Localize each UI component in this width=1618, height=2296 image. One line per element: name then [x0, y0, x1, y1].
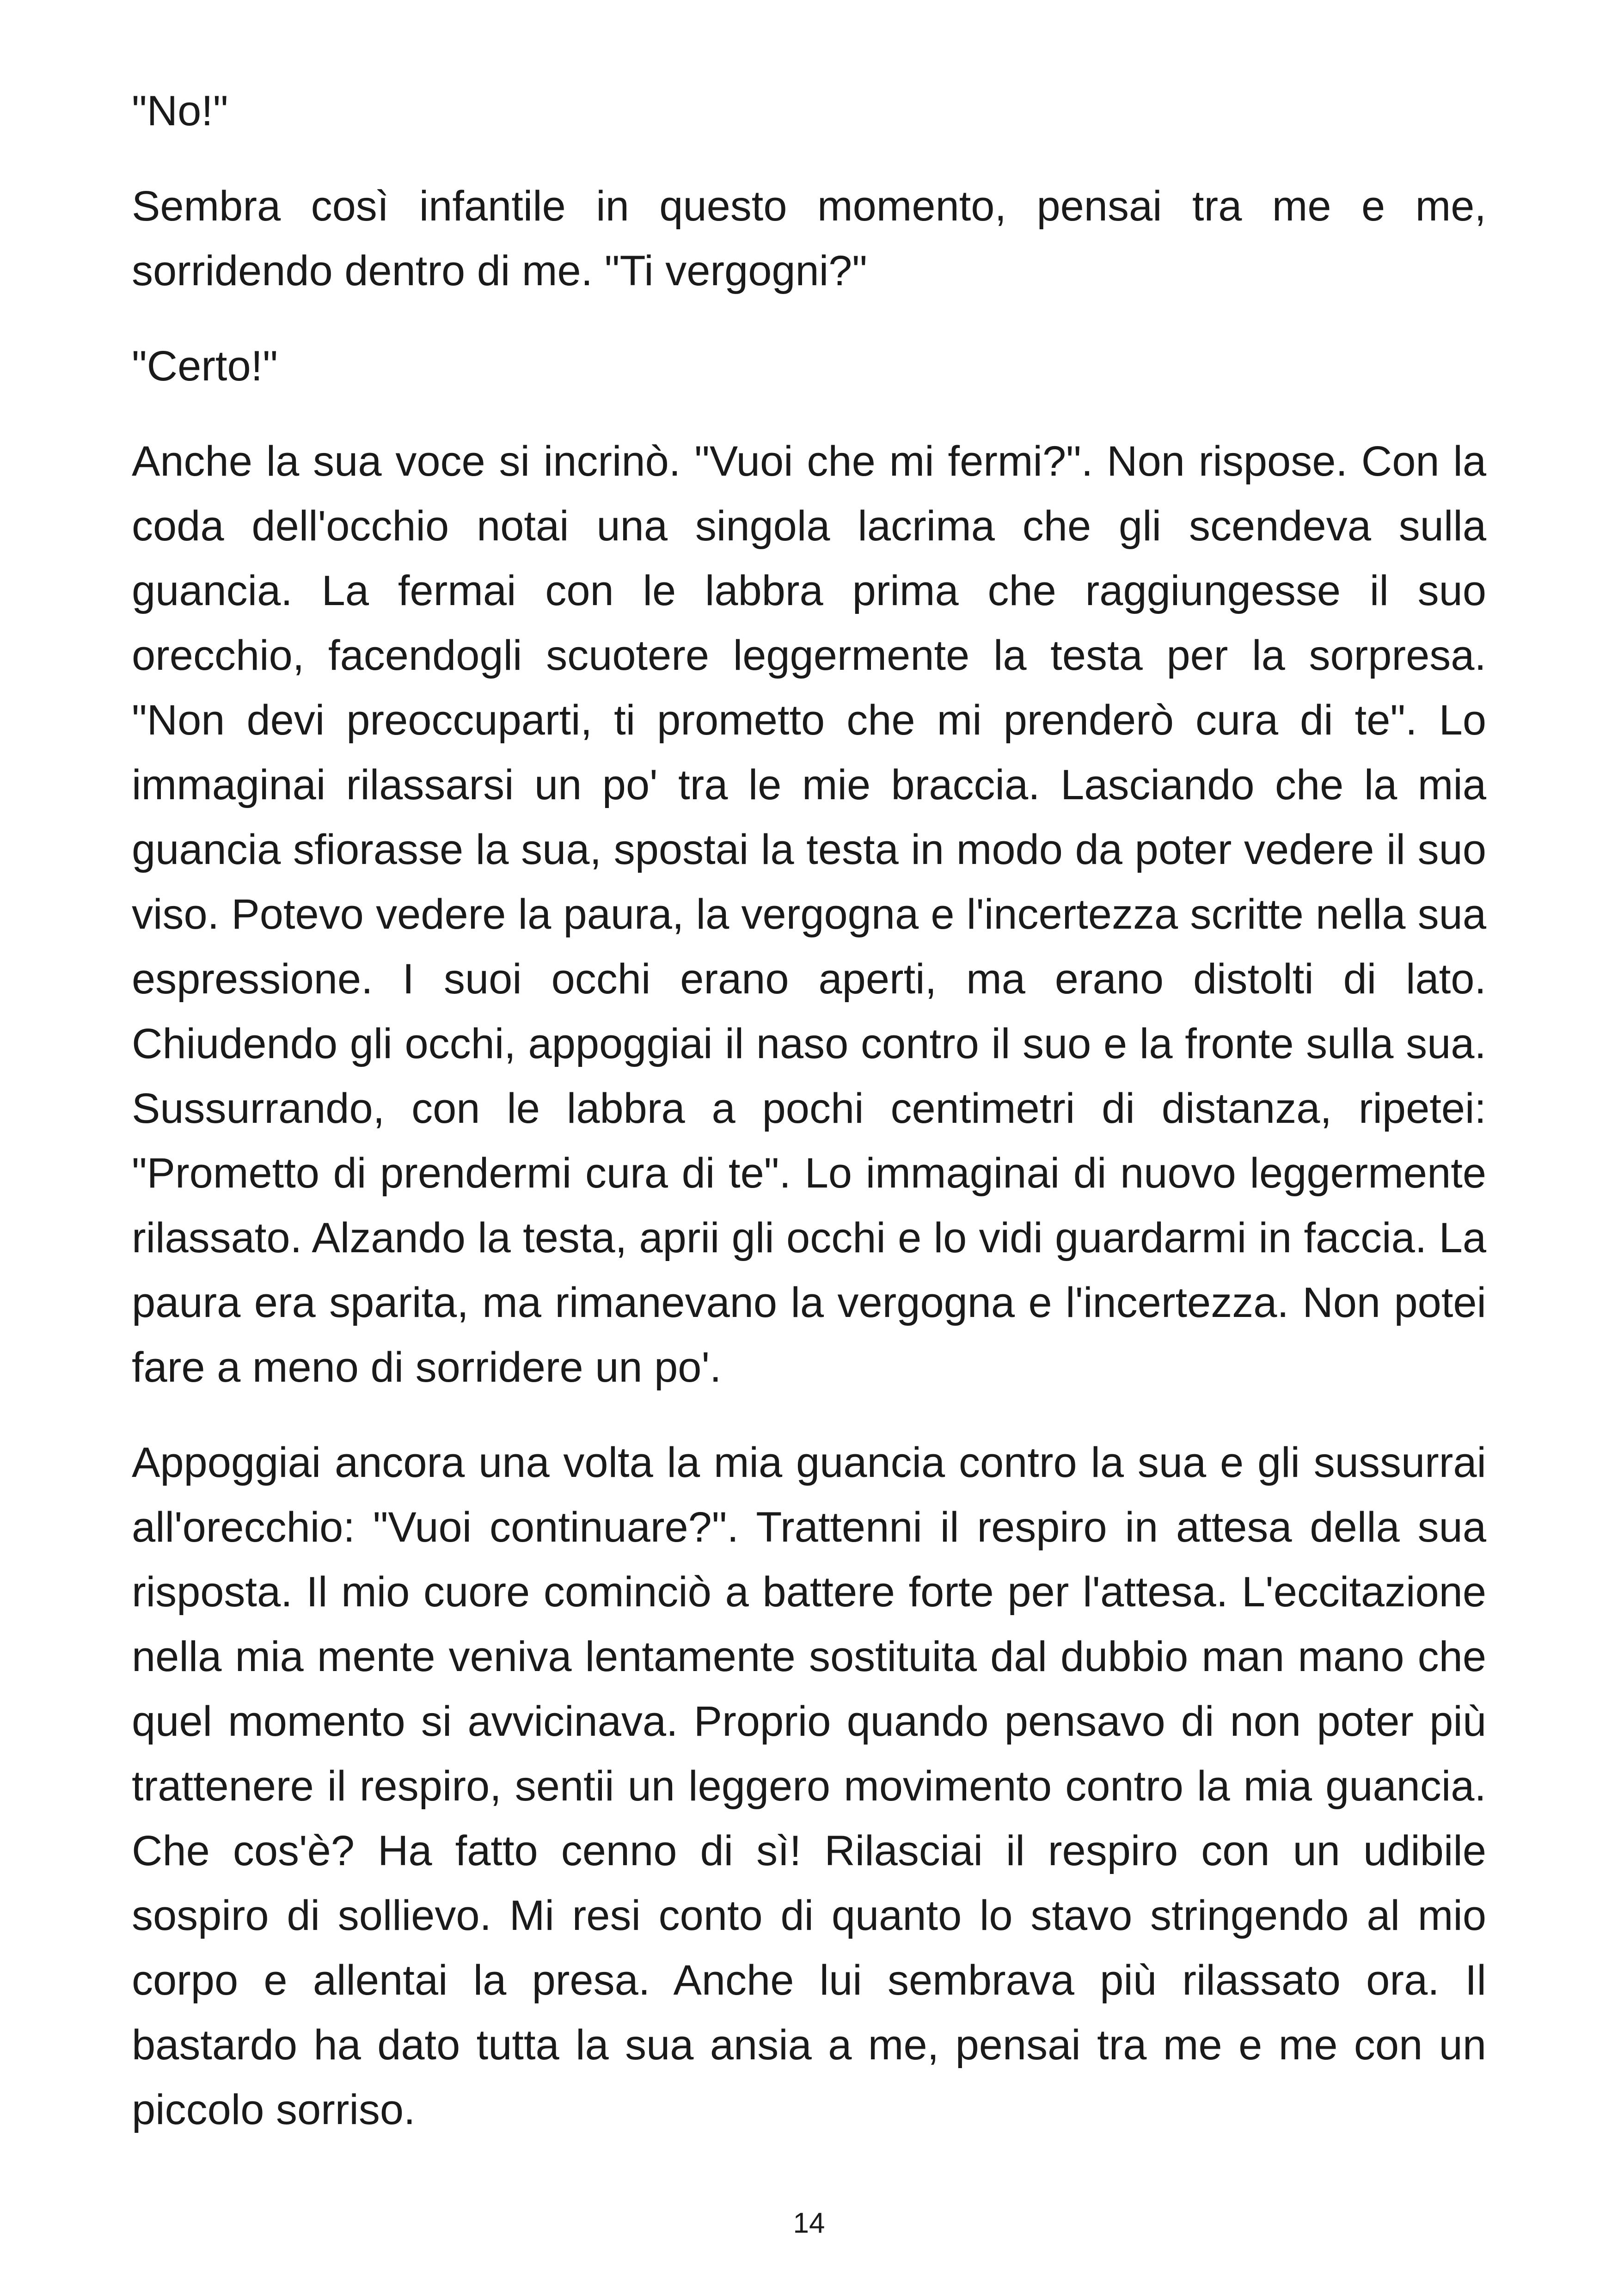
paragraph-3: "Certo!" — [132, 343, 278, 390]
paragraph-2: Sembra così infantile in questo momento, pensai tra me e me, sorridendo dentro di me. "Ti vergogni?" — [132, 183, 1486, 294]
body-text — [132, 79, 1486, 2173]
paragraph-1: "No!" — [132, 87, 228, 135]
paragraph-5: Appoggiai ancora una volta la mia guancia contro la sua e gli sussurrai all'orecchio: "Vuoi continuare?". Trattenni il respiro in attesa della sua risposta. Il mio cuore cominciò a battere forte per l'attesa. L'eccitazione nella mia mente veniva lentamente sostituita dal dubbio man mano che quel momento si avvicinava. Proprio quando pensavo di non poter più trattenere il respiro, sentii un leggero movimento contro la mia guancia. Che cos'è? Ha fatto cenno di sì! Rilasciai il respiro con un udibile sospiro di sollievo. Mi resi conto di quanto lo stavo stringendo al mio corpo e allentai la presa. Anche lui sembrava più rilassato ora. Il bastardo ha dato tutta la sua ansia a me, pensai tra me e me con un piccolo sorriso. — [132, 1439, 1486, 2133]
page-number: 14 — [793, 2207, 825, 2239]
paragraph-4: Anche la sua voce si incrinò. "Vuoi che mi fermi?". Non rispose. Con la coda dell'occhio notai una singola lacrima che gli scendeva sulla guancia. La fermai con le labbra prima che raggiungesse il suo orecchio, facendogli scuotere leggermente la testa per la sorpresa. "Non devi preoccuparti, ti prometto che mi prenderò cura di te". Lo immaginai rilassarsi un po' tra le mie braccia. Lasciando che la mia guancia sfiorasse la sua, spostai la testa in modo da poter vedere il suo viso. Potevo vedere la paura, la vergogna e l'incertezza scritte nella sua espressione. I suoi occhi erano aperti, ma erano distolti di lato. Chiudendo gli occhi, appoggiai il naso contro il suo e la fronte sulla sua. Sussurrando, con le labbra a pochi centimetri di distanza, ripetei: "Prometto di prendermi cura di te". Lo immaginai di nuovo leggermente rilassato. Alzando la testa, aprii gli occhi e lo vidi guardarmi in faccia. La paura era sparita, ma rimanevano la vergogna e l'incertezza. Non potei fare a meno di sorridere un po'. — [132, 438, 1486, 1391]
